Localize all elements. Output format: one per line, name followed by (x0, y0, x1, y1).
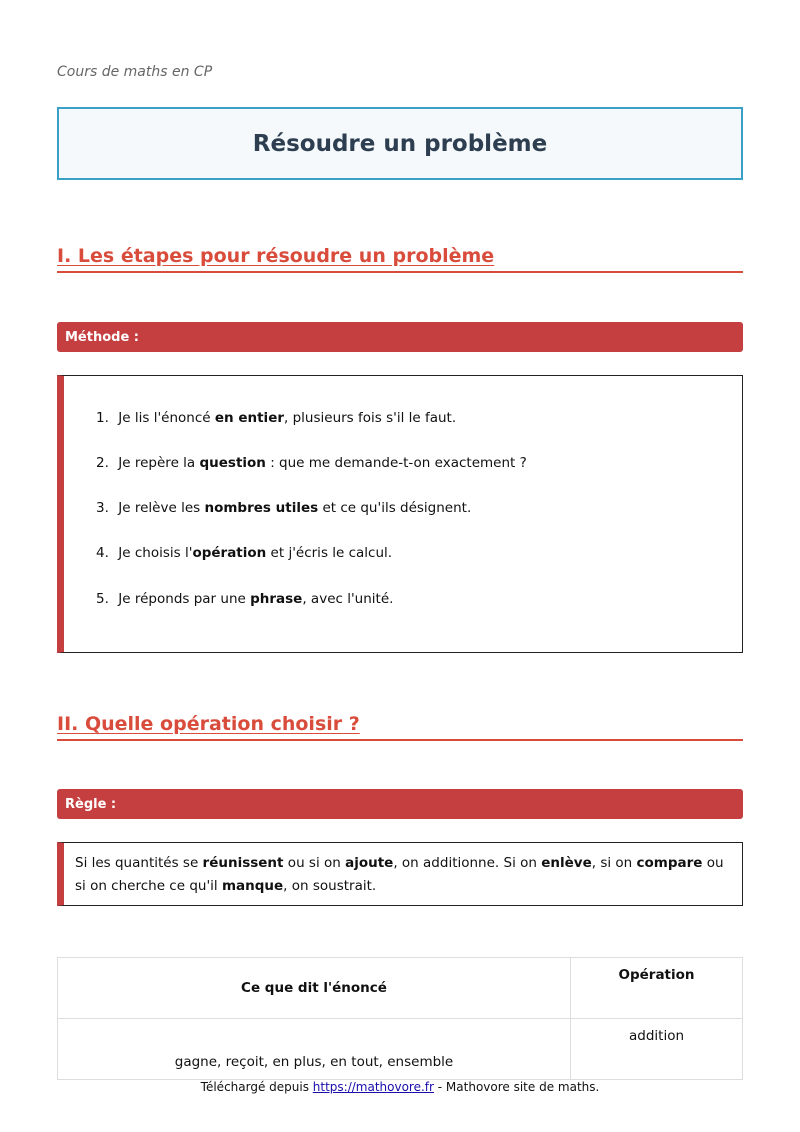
table-cell: gagne, reçoit, en plus, en tout, ensemble (58, 1019, 571, 1080)
table-row (58, 1019, 743, 1080)
method-box (57, 375, 743, 653)
title-box (57, 107, 743, 180)
method-banner: Méthode : (57, 322, 743, 352)
column-header-statement: Ce que dit l'énoncé (58, 958, 571, 1019)
rule-box (57, 842, 743, 906)
step-item: 4. Je choisis l'opération et j'écris le calcul. (96, 545, 393, 561)
rule-banner: Règle : (57, 789, 743, 819)
column-header-operation: Opération (571, 958, 743, 1019)
rule-text: Si les quantités se réunissent ou si on ajoute, on additionne. Si on enlève, si on compare ou si on cherche ce qu'il manque, on soustrait. (75, 855, 724, 894)
footer: Téléchargé depuis https://mathovore.fr - Mathovore site de maths. (200, 1080, 600, 1094)
course-label: Cours de maths en CP (57, 64, 213, 80)
step-item: 1. Je lis l'énoncé en entier, plusieurs fois s'il le faut. (96, 410, 457, 426)
step-item: 3. Je relève les nombres utiles et ce qu'ils désignent. (96, 500, 472, 516)
step-item: 2. Je repère la question : que me demande-t-on exactement ? (96, 455, 527, 471)
operations-table (57, 957, 743, 1080)
step-item: 5. Je réponds par une phrase, avec l'unité. (96, 591, 394, 607)
footer-link[interactable]: https://mathovore.fr (312, 1080, 434, 1094)
section-2-heading: II. Quelle opération choisir ? (57, 713, 743, 741)
table-cell: addition (571, 1019, 743, 1080)
page-title: Résoudre un problème (252, 130, 548, 157)
table-header-row (58, 958, 743, 1019)
section-1-heading: I. Les étapes pour résoudre un problème (57, 245, 743, 273)
